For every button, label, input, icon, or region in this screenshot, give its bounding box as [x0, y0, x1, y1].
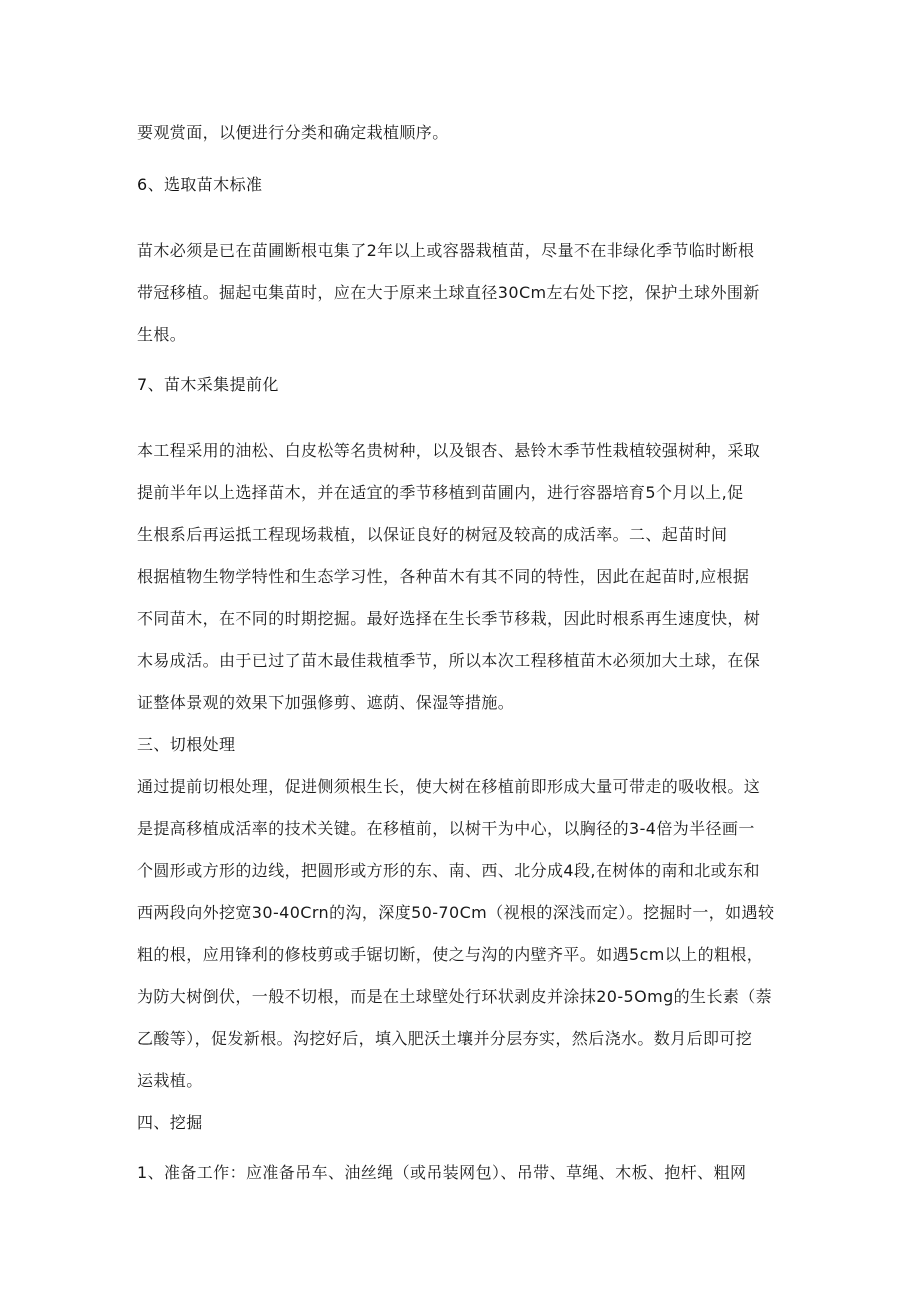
text-line: 苗木必须是已在苗圃断根屯集了2年以上或容器栽植苗，尽量不在非绿化季节临时断根 [137, 241, 755, 260]
text-line: 不同苗木，在不同的时期挖掘。最好选择在生长季节移栽，因此时根系再生速度快，树 [137, 609, 761, 628]
text-line: 为防大树倒伏，一般不切根，而是在土球壁处行环状剥皮并涂抹20-5Omg的生长素（萘 [137, 987, 773, 1006]
section-heading: 四、挖掘 [137, 1113, 203, 1132]
text-line: 提前半年以上选择苗木，并在适宜的季节移植到苗圃内，进行容器培育5个月以上,促 [137, 483, 744, 502]
section-heading: 7、苗木采集提前化 [137, 375, 279, 394]
text-line: 运栽植。 [137, 1071, 203, 1090]
section-heading: 6、选取苗木标准 [137, 175, 263, 194]
text-line: 根据植物生物学特性和生态学习性，各种苗木有其不同的特性，因此在起苗时,应根据 [137, 567, 750, 586]
text-line: 1、准备工作：应准备吊车、油丝绳（或吊装网包）、吊带、草绳、木板、抱杆、粗网 [137, 1163, 747, 1182]
section-heading: 三、切根处理 [137, 735, 236, 754]
text-line: 带冠移植。掘起屯集苗时，应在大于原来土球直径30Cm左右处下挖，保护土球外围新 [137, 283, 760, 302]
text-line: 要观赏面，以便进行分类和确定栽植顺序。 [137, 123, 449, 142]
text-line: 粗的根，应用锋利的修枝剪或手锯切断，使之与沟的内壁齐平。如遇5cm以上的粗根， [137, 945, 764, 964]
text-line: 木易成活。由于已过了苗木最佳栽植季节，所以本次工程移植苗木必须加大土球，在保 [137, 651, 761, 670]
text-line: 是提高移植成活率的技术关键。在移植前，以树干为中心，以胸径的3-4倍为半径画一 [137, 819, 755, 838]
text-line: 本工程采用的油松、白皮松等名贵树种，以及银杏、悬铃木季节性栽植较强树种，采取 [137, 441, 761, 460]
text-line: 证整体景观的效果下加强修剪、遮荫、保湿等措施。 [137, 693, 515, 712]
text-line: 通过提前切根处理，促进侧须根生长，使大树在移植前即形成大量可带走的吸收根。这 [137, 777, 761, 796]
text-line: 个圆形或方形的边线，把圆形或方形的东、南、西、北分成4段,在树体的南和北或东和 [137, 861, 760, 880]
text-line: 生根系后再运抵工程现场栽植，以保证良好的树冠及较高的成活率。二、起苗时间 [137, 525, 728, 544]
text-line: 生根。 [137, 325, 187, 344]
text-line: 乙酸等），促发新根。沟挖好后，填入肥沃土壤并分层夯实，然后浇水。数月后即可挖 [137, 1029, 753, 1048]
text-line: 西两段向外挖宽30-40Crn的沟，深度50-70Cm（视根的深浅而定）。挖掘时一，如遇较 [137, 903, 775, 922]
